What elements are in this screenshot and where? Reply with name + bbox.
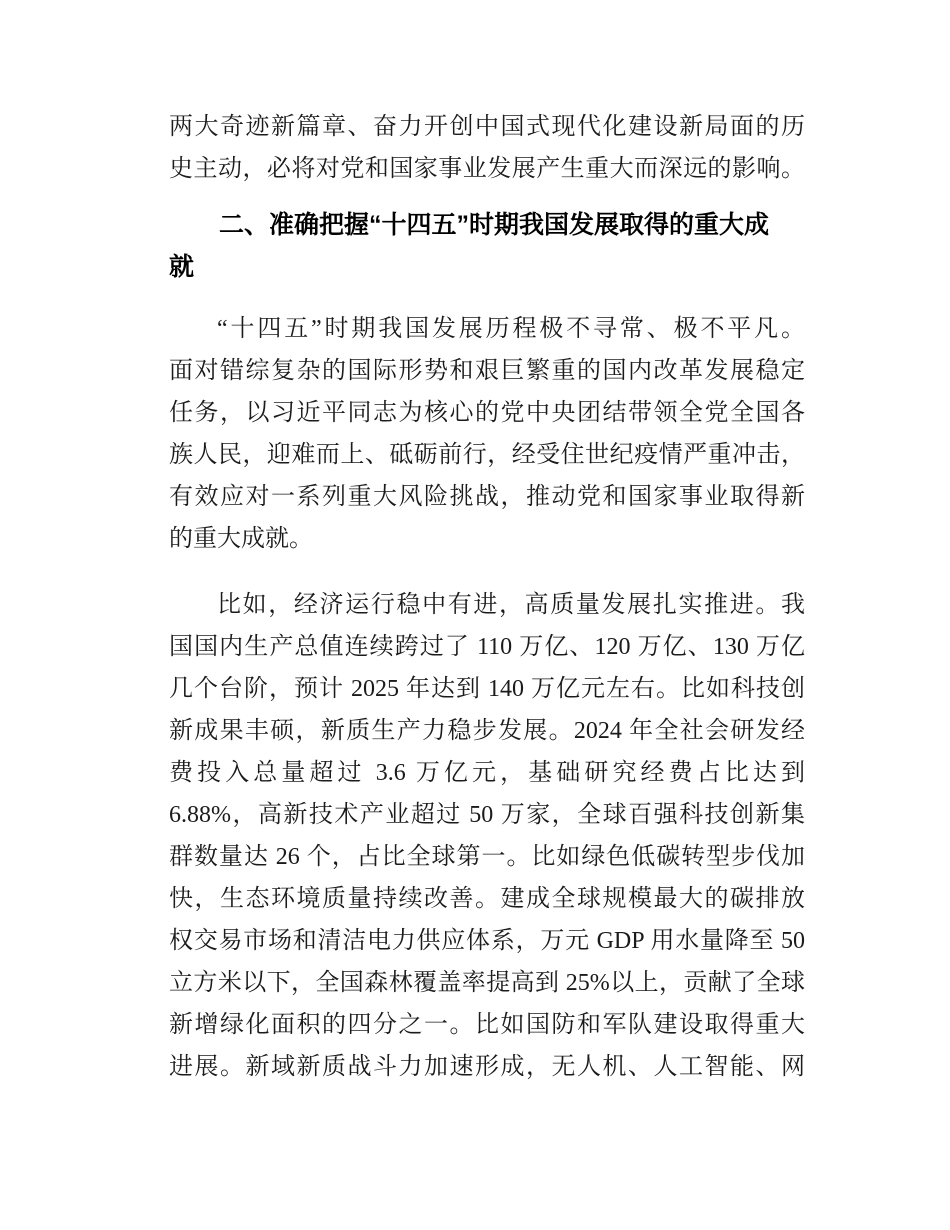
text-line: 族人民，迎难而上、砥砺前行，经受住世纪疫情严重冲击， bbox=[169, 442, 805, 468]
text-line: 任务，以习近平同志为核心的党中央团结带领全党全国各 bbox=[169, 400, 805, 426]
text-line: 新增绿化面积的四分之一。比如国防和军队建设取得重大 bbox=[169, 1012, 805, 1038]
text-line: 几个台阶，预计 2025 年达到 140 万亿元左右。比如科技创 bbox=[169, 676, 805, 702]
text-line: 快，生态环境质量持续改善。建成全球规模最大的碳排放 bbox=[169, 886, 805, 912]
text-line: 比如，经济运行稳中有进，高质量发展扎实推进。我 bbox=[217, 592, 805, 618]
text-line: 群数量达 26 个，占比全球第一。比如绿色低碳转型步伐加 bbox=[169, 844, 805, 870]
text-line: 新成果丰硕，新质生产力稳步发展。2024 年全社会研发经 bbox=[169, 718, 805, 744]
text-line: 就 bbox=[169, 253, 195, 281]
text-line: “十四五”时期我国发展历程极不寻常、极不平凡。 bbox=[217, 316, 805, 342]
text-line: 有效应对一系列重大风险挑战，推动党和国家事业取得新 bbox=[169, 484, 805, 510]
paragraph-fourteenth-five-overview bbox=[169, 308, 805, 560]
text-line: 进展。新域新质战斗力加速形成，无人机、人工智能、网 bbox=[169, 1054, 805, 1080]
text-line: 国国内生产总值连续跨过了 110 万亿、120 万亿、130 万亿 bbox=[169, 634, 805, 660]
paragraph-page-continuation bbox=[169, 106, 805, 190]
section-heading bbox=[169, 204, 805, 288]
text-line: 立方米以下，全国森林覆盖率提高到 25%以上，贡献了全球 bbox=[169, 970, 805, 996]
text-line: 的重大成就。 bbox=[169, 526, 313, 552]
paragraph-achievements-examples bbox=[169, 584, 805, 1088]
text-line: 二、准确把握“十四五”时期我国发展取得的重大成 bbox=[219, 211, 770, 239]
text-line: 费投入总量超过 3.6 万亿元，基础研究经费占比达到 bbox=[169, 760, 805, 786]
document-text-block bbox=[169, 106, 805, 1088]
text-line: 史主动，必将对党和国家事业发展产生重大而深远的影响。 bbox=[169, 156, 805, 182]
text-line: 两大奇迹新篇章、奋力开创中国式现代化建设新局面的历 bbox=[169, 114, 805, 140]
text-line: 6.88%，高新技术产业超过 50 万家，全球百强科技创新集 bbox=[169, 802, 805, 828]
text-line: 权交易市场和清洁电力供应体系，万元 GDP 用水量降至 50 bbox=[169, 928, 805, 954]
text-line: 面对错综复杂的国际形势和艰巨繁重的国内改革发展稳定 bbox=[169, 358, 805, 384]
